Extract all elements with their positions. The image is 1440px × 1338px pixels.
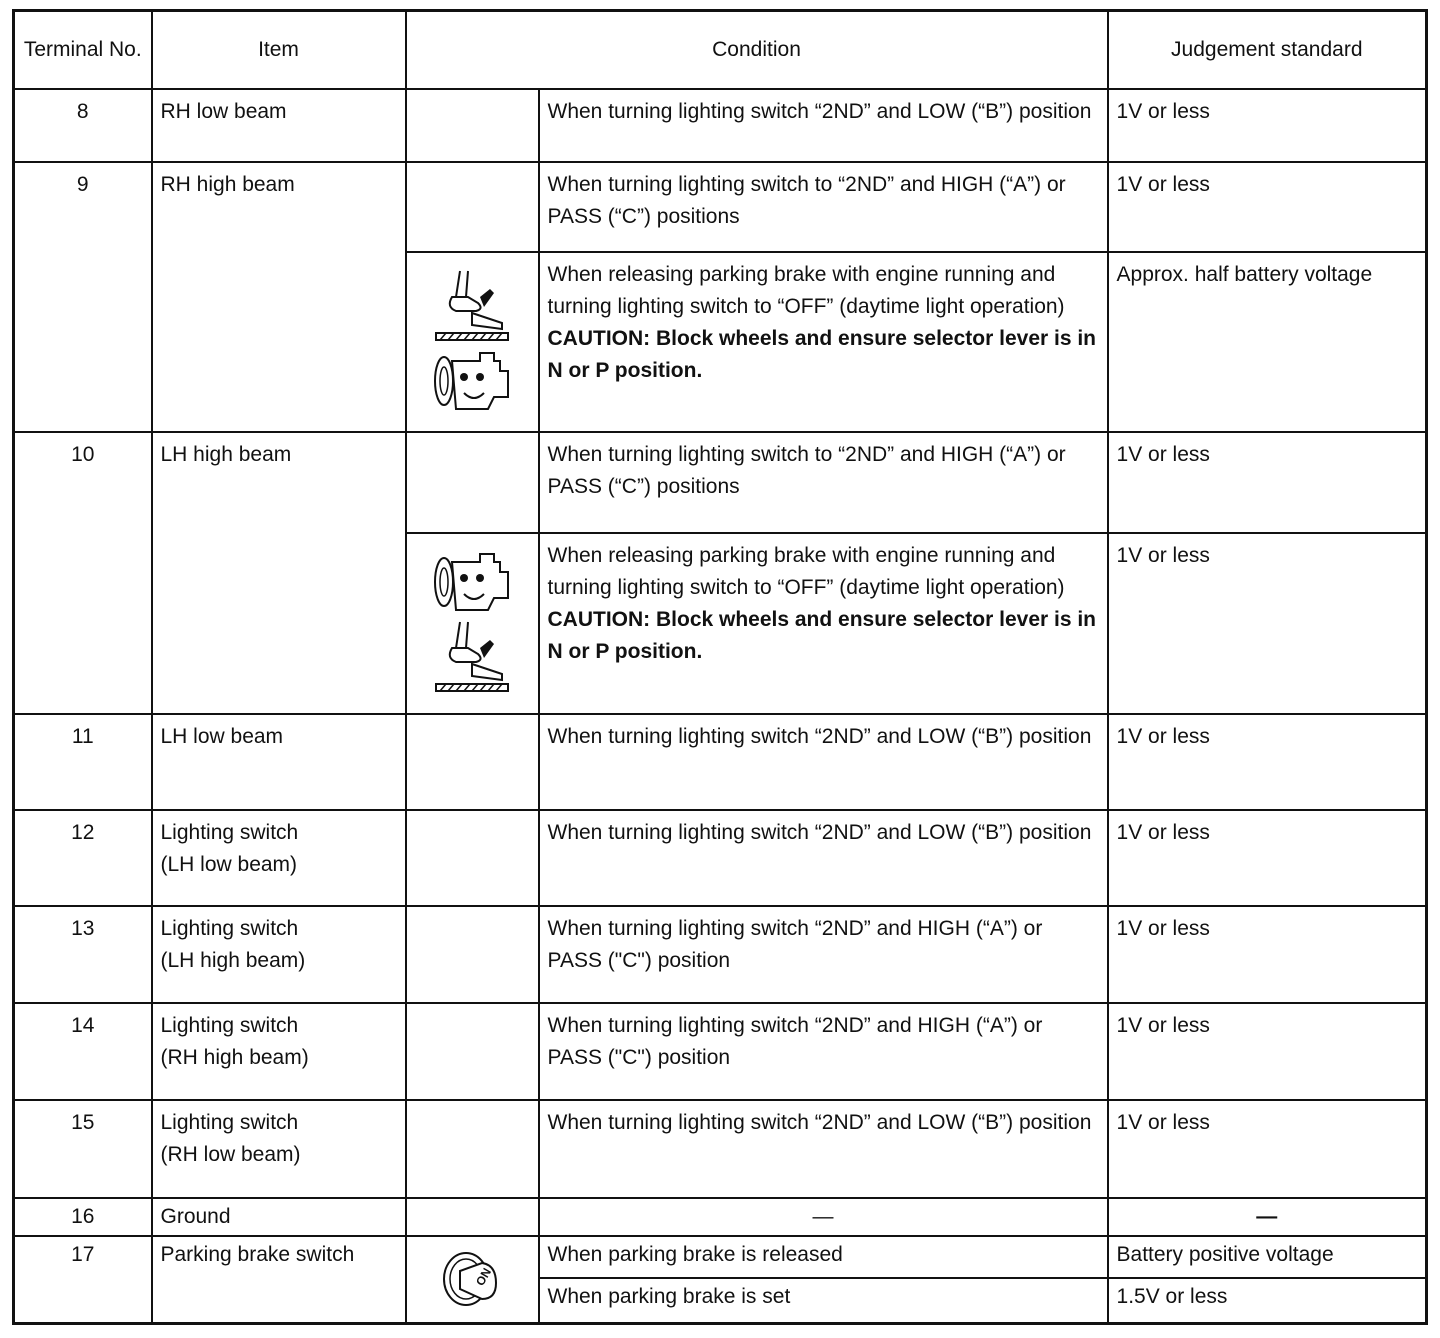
terminal-no: 13 <box>14 906 152 1003</box>
header-judgement-standard: Judgement standard <box>1108 11 1427 89</box>
icon-cell <box>406 252 539 432</box>
terminal-no: 15 <box>14 1100 152 1198</box>
item-line: Lighting switch <box>160 820 299 844</box>
item <box>152 810 406 906</box>
icon-cell <box>406 1236 539 1324</box>
terminal-no: 14 <box>14 1003 152 1100</box>
terminal-no: 11 <box>14 714 152 810</box>
judgement: 1.5V or less <box>1108 1278 1427 1324</box>
item-line: (RH low beam) <box>160 1142 301 1166</box>
condition: When turning lighting switch “2ND” and HIGH (“A”) or PASS ("C") position <box>539 906 1108 1003</box>
judgement: 1V or less <box>1108 533 1427 714</box>
item <box>152 1100 406 1198</box>
terminal-judgement-table <box>12 9 1428 1325</box>
header-condition: Condition <box>406 11 1108 89</box>
condition: — <box>539 1198 1108 1236</box>
judgement: Approx. half battery voltage <box>1108 252 1427 432</box>
terminal-no: 8 <box>14 89 152 162</box>
condition: When turning lighting switch “2ND” and LOW (“B”) position <box>539 89 1108 162</box>
condition: When turning lighting switch to “2ND” and HIGH (“A”) or PASS (“C”) positions <box>539 162 1108 252</box>
item: Ground <box>152 1198 406 1236</box>
condition: When parking brake is set <box>539 1278 1108 1324</box>
engine-running-icon <box>430 548 514 618</box>
foot-on-brake-pedal-icon <box>432 267 512 347</box>
table-row <box>14 1198 1427 1236</box>
condition: When turning lighting switch “2ND” and LOW (“B”) position <box>539 810 1108 906</box>
table-row <box>14 1100 1427 1198</box>
table-row <box>14 89 1427 162</box>
judgement: 1V or less <box>1108 432 1427 533</box>
condition: When turning lighting switch “2ND” and LOW (“B”) position <box>539 714 1108 810</box>
item-line: (RH high beam) <box>160 1045 309 1069</box>
table-row <box>14 432 1427 533</box>
condition: When turning lighting switch to “2ND” and HIGH (“A”) or PASS (“C”) positions <box>539 432 1108 533</box>
icon-cell <box>406 714 539 810</box>
judgement: 1V or less <box>1108 906 1427 1003</box>
judgement: — <box>1108 1198 1427 1236</box>
icon-cell <box>406 533 539 714</box>
judgement: 1V or less <box>1108 810 1427 906</box>
table-row <box>14 1236 1427 1278</box>
icon-cell <box>406 1198 539 1236</box>
condition: When parking brake is released <box>539 1236 1108 1278</box>
icon-cell <box>406 906 539 1003</box>
terminal-no: 16 <box>14 1198 152 1236</box>
caution-text: CAUTION: Block wheels and ensure selector lever is in N or P position. <box>547 607 1097 663</box>
judgement: 1V or less <box>1108 1100 1427 1198</box>
item: LH low beam <box>152 714 406 810</box>
item: Parking brake switch <box>152 1236 406 1324</box>
judgement: Battery positive voltage <box>1108 1236 1427 1278</box>
item <box>152 1003 406 1100</box>
item-line: (LH low beam) <box>160 852 298 876</box>
table-row <box>14 162 1427 252</box>
header-terminal-no: Terminal No. <box>14 11 152 89</box>
item: RH high beam <box>152 162 406 432</box>
condition: When turning lighting switch “2ND” and HIGH (“A”) or PASS ("C") position <box>539 1003 1108 1100</box>
icon-cell <box>406 1100 539 1198</box>
judgement: 1V or less <box>1108 89 1427 162</box>
table-row <box>14 714 1427 810</box>
icon-cell <box>406 432 539 533</box>
icon-cell <box>406 1003 539 1100</box>
item-line: (LH high beam) <box>160 948 306 972</box>
item-line: Lighting switch <box>160 1013 299 1037</box>
header-row <box>14 11 1427 89</box>
item-line: Lighting switch <box>160 1110 299 1134</box>
item <box>152 906 406 1003</box>
condition: When turning lighting switch “2ND” and LOW (“B”) position <box>539 1100 1108 1198</box>
item: LH high beam <box>152 432 406 714</box>
header-item: Item <box>152 11 406 89</box>
condition <box>539 252 1108 432</box>
condition-text: When releasing parking brake with engine running and turning lighting switch to “OFF” (daytime light operation) <box>547 262 1065 318</box>
engine-running-icon <box>430 347 514 417</box>
terminal-no: 10 <box>14 432 152 714</box>
terminal-no: 9 <box>14 162 152 432</box>
ignition-key-on-icon <box>436 1243 508 1315</box>
table-row <box>14 1003 1427 1100</box>
terminal-no: 17 <box>14 1236 152 1324</box>
icon-cell <box>406 89 539 162</box>
foot-on-brake-pedal-icon <box>432 618 512 698</box>
terminal-no: 12 <box>14 810 152 906</box>
condition-text: When releasing parking brake with engine running and turning lighting switch to “OFF” (daytime light operation) <box>547 543 1065 599</box>
judgement: 1V or less <box>1108 1003 1427 1100</box>
item-line: Lighting switch <box>160 916 299 940</box>
caution-text: CAUTION: Block wheels and ensure selector lever is in N or P position. <box>547 326 1097 382</box>
judgement: 1V or less <box>1108 162 1427 252</box>
key-on-label: ON <box>472 1265 495 1289</box>
icon-cell <box>406 162 539 252</box>
icon-cell <box>406 810 539 906</box>
table-row <box>14 810 1427 906</box>
table-row <box>14 906 1427 1003</box>
item: RH low beam <box>152 89 406 162</box>
condition <box>539 533 1108 714</box>
judgement: 1V or less <box>1108 714 1427 810</box>
